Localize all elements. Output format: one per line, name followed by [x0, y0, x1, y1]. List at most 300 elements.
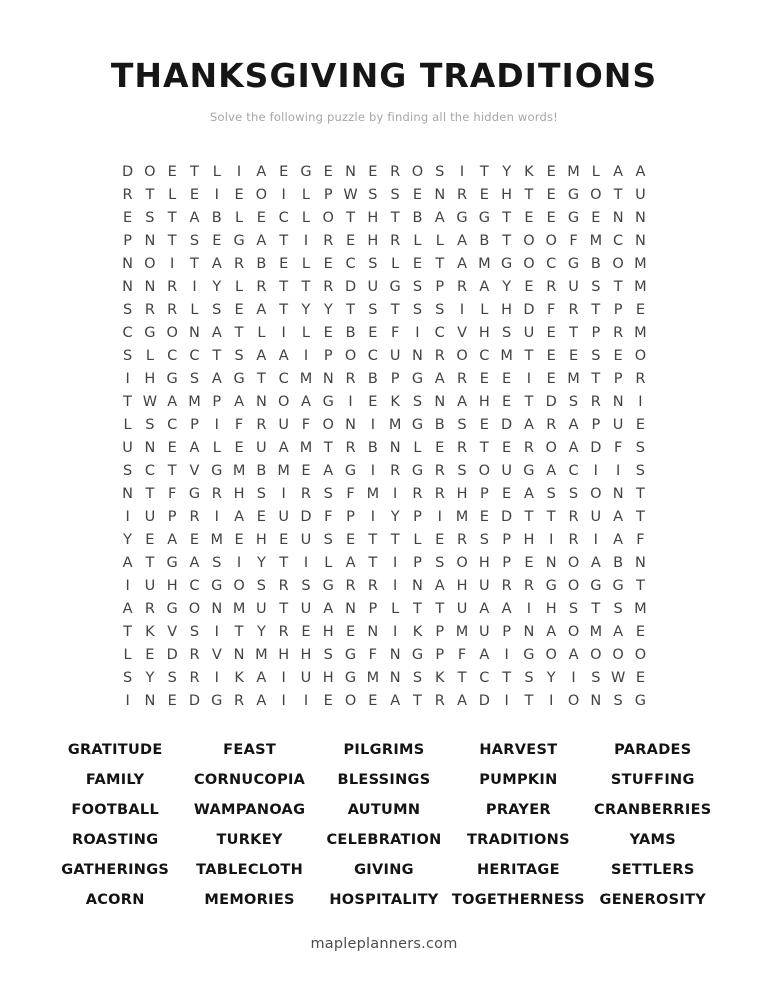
grid-letter: S: [457, 462, 467, 479]
grid-letter: D: [590, 439, 602, 456]
grid-letter: C: [568, 462, 579, 479]
grid-letter: L: [123, 646, 132, 663]
grid-letter: O: [545, 646, 557, 663]
grid-letter: L: [591, 163, 600, 180]
grid-letter: T: [390, 301, 400, 318]
grid-letter: A: [167, 393, 178, 410]
grid-letter: K: [524, 163, 534, 180]
word-item: PUMPKIN: [479, 772, 558, 789]
grid-letter: U: [300, 600, 312, 617]
grid-letter: E: [368, 324, 378, 341]
grid-letter: A: [256, 232, 267, 249]
grid-letter: R: [189, 646, 200, 663]
grid-letter: T: [167, 462, 177, 479]
grid-letter: U: [568, 278, 579, 295]
grid-letter: P: [212, 393, 222, 410]
grid-letter: I: [214, 623, 219, 640]
word-item: TOGETHERNESS: [451, 892, 585, 909]
grid-letter: E: [145, 531, 155, 548]
grid-letter: U: [256, 439, 267, 456]
grid-letter: E: [635, 416, 645, 433]
grid-letter: A: [635, 163, 646, 180]
word-item: WAMPANOAG: [193, 802, 306, 819]
grid-letter: G: [523, 646, 535, 663]
grid-letter: P: [368, 600, 378, 617]
grid-letter: P: [502, 623, 511, 640]
grid-letter: S: [256, 577, 266, 594]
grid-letter: N: [612, 393, 624, 410]
grid-letter: S: [568, 485, 579, 502]
word-search-grid: [0, 160, 768, 712]
word-item: PRAYER: [485, 802, 551, 819]
word-item: GATHERINGS: [61, 862, 170, 879]
grid-letter: Y: [256, 623, 266, 640]
grid-letter: L: [123, 416, 132, 433]
grid-letter: G: [456, 209, 468, 226]
grid-letter: N: [233, 646, 245, 663]
grid-letter: O: [590, 186, 602, 203]
grid-letter: I: [303, 554, 309, 571]
grid-letter: G: [590, 577, 602, 594]
grid-letter: R: [568, 531, 579, 548]
grid-letter: O: [144, 163, 156, 180]
grid-letter: G: [166, 554, 178, 571]
grid-letter: E: [502, 370, 512, 387]
grid-letter: N: [389, 439, 401, 456]
grid-letter: G: [501, 255, 513, 272]
grid-letter: S: [635, 462, 646, 479]
grid-letter: T: [591, 370, 601, 387]
grid-letter: H: [166, 577, 178, 594]
grid-letter: T: [435, 255, 445, 272]
grid-letter: L: [235, 278, 244, 295]
grid-letter: R: [546, 416, 557, 433]
grid-letter: F: [636, 531, 645, 548]
page-subtitle: Solve the following puzzle by finding all the hidden words!: [210, 110, 558, 125]
grid-letter: S: [412, 278, 423, 295]
word-item: BLESSINGS: [337, 772, 431, 789]
grid-letter: T: [279, 554, 289, 571]
grid-letter: S: [479, 531, 489, 548]
grid-letter: S: [412, 393, 423, 410]
grid-letter: S: [323, 485, 333, 502]
grid-letter: T: [167, 232, 177, 249]
grid-letter: T: [569, 324, 578, 341]
grid-letter: I: [504, 692, 509, 709]
grid-letter: N: [367, 623, 379, 640]
grid-letter: O: [567, 692, 580, 709]
grid-letter: E: [234, 531, 244, 548]
grid-letter: H: [322, 623, 334, 640]
grid-letter: T: [524, 508, 534, 525]
word-item: HERITAGE: [476, 862, 560, 879]
grid-letter: N: [122, 485, 134, 502]
grid-letter: S: [524, 669, 534, 686]
grid-letter: G: [166, 370, 178, 387]
grid-letter: O: [344, 692, 357, 709]
grid-letter: T: [346, 209, 355, 226]
grid-letter: G: [545, 577, 557, 594]
grid-letter: P: [413, 508, 422, 525]
grid-letter: R: [523, 439, 534, 456]
grid-letter: N: [189, 324, 200, 341]
grid-letter: I: [549, 692, 554, 709]
grid-letter: S: [167, 669, 177, 686]
grid-letter: N: [144, 439, 156, 456]
grid-letter: S: [591, 347, 601, 364]
grid-letter: A: [568, 646, 579, 663]
grid-letter: N: [122, 255, 134, 272]
grid-letter: U: [144, 577, 156, 594]
grid-letter: L: [145, 347, 154, 364]
grid-letter: E: [234, 439, 244, 456]
grid-letter: C: [613, 232, 624, 249]
grid-letter: S: [568, 600, 579, 617]
grid-letter: S: [234, 347, 244, 364]
grid-letter: M: [455, 623, 469, 640]
grid-letter: P: [435, 278, 445, 295]
grid-letter: R: [434, 462, 445, 479]
grid-letter: T: [145, 186, 155, 203]
grid-letter: T: [368, 531, 378, 548]
grid-letter: F: [569, 232, 578, 249]
grid-letter: B: [256, 462, 267, 479]
grid-letter: G: [389, 278, 401, 295]
grid-letter: T: [613, 278, 623, 295]
grid-letter: E: [256, 209, 266, 226]
grid-letter: Y: [212, 278, 222, 295]
grid-letter: P: [613, 301, 623, 318]
grid-letter: S: [145, 209, 155, 226]
grid-letter: G: [211, 577, 223, 594]
grid-letter: M: [567, 370, 580, 387]
grid-letter: L: [301, 324, 310, 341]
grid-letter: R: [434, 347, 445, 364]
grid-letter: T: [190, 163, 199, 180]
grid-letter: F: [324, 508, 333, 525]
grid-letter: R: [144, 600, 155, 617]
grid-letter: R: [590, 393, 601, 410]
grid-letter: U: [479, 623, 490, 640]
grid-letter: V: [457, 324, 467, 341]
grid-letter: H: [144, 370, 156, 387]
grid-letter: B: [412, 209, 423, 226]
grid-letter: F: [613, 439, 623, 456]
grid-letter: N: [144, 232, 156, 249]
grid-letter: R: [390, 163, 401, 180]
grid-letter: O: [634, 347, 647, 364]
grid-letter: R: [457, 186, 468, 203]
grid-letter: B: [345, 324, 356, 341]
grid-letter: E: [323, 692, 333, 709]
grid-letter: G: [344, 646, 357, 663]
grid-letter: D: [344, 278, 357, 295]
grid-letter: I: [214, 186, 219, 203]
grid-letter: L: [235, 209, 244, 226]
word-item: GENEROSITY: [599, 892, 707, 909]
grid-letter: R: [323, 278, 334, 295]
grid-letter: H: [523, 531, 535, 548]
word-item: STUFFING: [610, 772, 695, 789]
grid-letter: R: [523, 577, 534, 594]
grid-letter: P: [479, 485, 489, 502]
grid-letter: M: [634, 278, 647, 295]
grid-letter: T: [524, 186, 534, 203]
grid-letter: I: [370, 508, 375, 525]
word-item: CORNUCOPIA: [193, 772, 306, 789]
grid-letter: E: [345, 531, 356, 548]
grid-letter: T: [413, 692, 422, 709]
grid-letter: N: [412, 577, 423, 594]
grid-letter: R: [613, 324, 624, 341]
grid-letter: R: [144, 301, 155, 318]
grid-letter: S: [122, 347, 133, 364]
grid-letter: G: [411, 462, 424, 479]
grid-letter: H: [478, 393, 490, 410]
grid-letter: E: [368, 692, 378, 709]
grid-letter: A: [546, 462, 557, 479]
word-item: FEAST: [223, 742, 277, 759]
grid-letter: I: [303, 232, 309, 249]
grid-letter: I: [281, 186, 286, 203]
grid-letter: C: [189, 347, 200, 364]
grid-letter: E: [613, 347, 623, 364]
grid-letter: P: [435, 623, 445, 640]
grid-letter: I: [415, 324, 420, 341]
grid-letter: I: [281, 692, 286, 709]
word-item: CRANBERRIES: [594, 802, 712, 819]
grid-letter: S: [412, 301, 423, 318]
grid-letter: A: [434, 370, 445, 387]
word-item: GIVING: [354, 862, 414, 879]
grid-letter: I: [393, 623, 398, 640]
grid-letter: S: [145, 416, 155, 433]
grid-letter: A: [256, 163, 267, 180]
grid-letter: A: [546, 623, 557, 640]
grid-letter: O: [277, 393, 290, 410]
grid-letter: I: [393, 485, 398, 502]
grid-letter: N: [612, 485, 624, 502]
grid-letter: T: [635, 577, 645, 594]
grid-letter: A: [479, 278, 490, 295]
grid-letter: R: [278, 577, 289, 594]
grid-letter: R: [457, 531, 468, 548]
grid-letter: E: [368, 163, 378, 180]
grid-letter: E: [368, 393, 378, 410]
grid-letter: L: [480, 301, 489, 318]
grid-letter: L: [301, 209, 310, 226]
grid-letter: C: [144, 462, 155, 479]
grid-letter: E: [546, 163, 556, 180]
grid-letter: S: [323, 531, 333, 548]
grid-letter: I: [526, 370, 532, 387]
grid-letter: U: [389, 347, 401, 364]
grid-letter: N: [389, 646, 401, 663]
word-item: TRADITIONS: [466, 832, 570, 849]
grid-letter: S: [301, 577, 311, 594]
grid-letter: E: [435, 531, 445, 548]
grid-letter: E: [301, 462, 311, 479]
grid-letter: F: [368, 646, 378, 663]
grid-letter: E: [502, 393, 512, 410]
grid-letter: H: [478, 554, 490, 571]
grid-letter: R: [256, 278, 267, 295]
grid-letter: A: [323, 462, 334, 479]
grid-letter: A: [590, 554, 601, 571]
grid-letter: F: [168, 485, 177, 502]
grid-letter: O: [545, 439, 557, 456]
grid-letter: I: [348, 393, 353, 410]
grid-letter: H: [501, 186, 513, 203]
grid-letter: S: [212, 554, 222, 571]
grid-letter: E: [167, 692, 177, 709]
grid-letter: L: [435, 232, 444, 249]
grid-letter: G: [233, 232, 245, 249]
grid-letter: E: [256, 508, 266, 525]
grid-letter: L: [324, 554, 333, 571]
grid-letter: M: [455, 508, 469, 525]
grid-letter: Y: [546, 669, 556, 686]
grid-letter: S: [502, 324, 512, 341]
grid-letter: T: [524, 347, 534, 364]
grid-letter: A: [457, 692, 467, 709]
grid-letter: E: [167, 163, 177, 180]
grid-letter: H: [300, 646, 312, 663]
grid-letter: P: [323, 186, 333, 203]
grid-letter: B: [367, 439, 378, 456]
grid-letter: S: [122, 462, 133, 479]
grid-letter: T: [279, 232, 289, 249]
grid-letter: U: [635, 186, 646, 203]
grid-letter: A: [568, 416, 579, 433]
grid-letter: A: [323, 600, 334, 617]
grid-letter: E: [546, 370, 556, 387]
grid-letter: N: [144, 278, 156, 295]
grid-letter: E: [123, 209, 133, 226]
grid-letter: O: [478, 462, 491, 479]
grid-letter: Y: [502, 278, 512, 295]
grid-letter: T: [167, 209, 177, 226]
grid-letter: P: [591, 416, 601, 433]
grid-letter: M: [299, 370, 313, 387]
grid-letter: E: [591, 209, 601, 226]
grid-letter: S: [568, 393, 579, 410]
grid-letter: I: [236, 554, 242, 571]
grid-letter: U: [278, 416, 289, 433]
word-item: HOSPITALITY: [329, 892, 439, 909]
grid-letter: E: [435, 439, 445, 456]
word-item: ACORN: [85, 892, 145, 909]
grid-letter: S: [189, 232, 200, 249]
grid-letter: E: [479, 508, 489, 525]
grid-letter: S: [256, 485, 266, 502]
grid-letter: W: [610, 669, 626, 686]
grid-letter: I: [459, 163, 465, 180]
grid-letter: I: [459, 301, 465, 318]
grid-letter: A: [345, 554, 356, 571]
grid-letter: O: [567, 577, 580, 594]
grid-letter: S: [435, 301, 445, 318]
grid-letter: A: [189, 554, 200, 571]
grid-letter: I: [571, 669, 576, 686]
grid-letter: M: [232, 462, 246, 479]
grid-letter: A: [211, 370, 222, 387]
grid-letter: G: [411, 370, 424, 387]
grid-letter: R: [501, 577, 512, 594]
grid-letter: A: [301, 393, 311, 410]
grid-letter: H: [501, 301, 513, 318]
grid-letter: T: [234, 324, 244, 341]
grid-letter: E: [301, 623, 311, 640]
grid-letter: E: [502, 439, 512, 456]
grid-letter: G: [344, 669, 357, 686]
grid-letter: R: [390, 462, 401, 479]
grid-letter: M: [299, 439, 313, 456]
grid-letter: A: [457, 232, 467, 249]
grid-letter: I: [281, 669, 286, 686]
grid-letter: A: [189, 209, 200, 226]
grid-letter: E: [635, 669, 645, 686]
grid-letter: A: [457, 255, 467, 272]
grid-letter: P: [591, 324, 601, 341]
grid-letter: I: [214, 508, 219, 525]
grid-letter: S: [122, 669, 133, 686]
grid-letter: E: [524, 209, 534, 226]
grid-letter: G: [612, 577, 624, 594]
grid-letter: E: [479, 186, 489, 203]
grid-letter: E: [546, 186, 556, 203]
grid-letter: G: [166, 600, 178, 617]
grid-letter: D: [122, 163, 134, 180]
grid-letter: L: [301, 255, 310, 272]
grid-letter: O: [590, 646, 602, 663]
grid-letter: L: [413, 232, 422, 249]
grid-letter: P: [502, 554, 511, 571]
grid-letter: E: [479, 416, 489, 433]
grid-letter: M: [500, 347, 513, 364]
grid-letter: W: [142, 393, 158, 410]
grid-letter: N: [434, 393, 446, 410]
grid-letter: L: [391, 255, 400, 272]
grid-letter: C: [345, 255, 356, 272]
grid-letter: V: [211, 646, 222, 663]
grid-letter: U: [122, 439, 133, 456]
grid-letter: O: [523, 232, 535, 249]
grid-letter: M: [589, 623, 603, 640]
grid-letter: M: [188, 393, 201, 410]
grid-letter: L: [301, 186, 310, 203]
grid-letter: S: [189, 370, 200, 387]
word-item: AUTUMN: [347, 802, 421, 819]
grid-letter: O: [322, 416, 334, 433]
grid-letter: U: [278, 508, 289, 525]
grid-letter: Y: [390, 508, 400, 525]
grid-letter: T: [123, 393, 133, 410]
grid-letter: S: [435, 554, 445, 571]
grid-letter: A: [278, 439, 289, 456]
grid-letter: O: [456, 347, 468, 364]
grid-letter: R: [367, 577, 378, 594]
grid-letter: C: [167, 416, 178, 433]
grid-letter: L: [190, 301, 199, 318]
grid-letter: I: [303, 347, 309, 364]
word-item: TABLECLOTH: [196, 862, 304, 879]
grid-letter: R: [122, 186, 133, 203]
grid-letter: S: [613, 600, 623, 617]
grid-letter: L: [257, 324, 266, 341]
grid-letter: Y: [502, 163, 512, 180]
word-list: [48, 735, 720, 915]
